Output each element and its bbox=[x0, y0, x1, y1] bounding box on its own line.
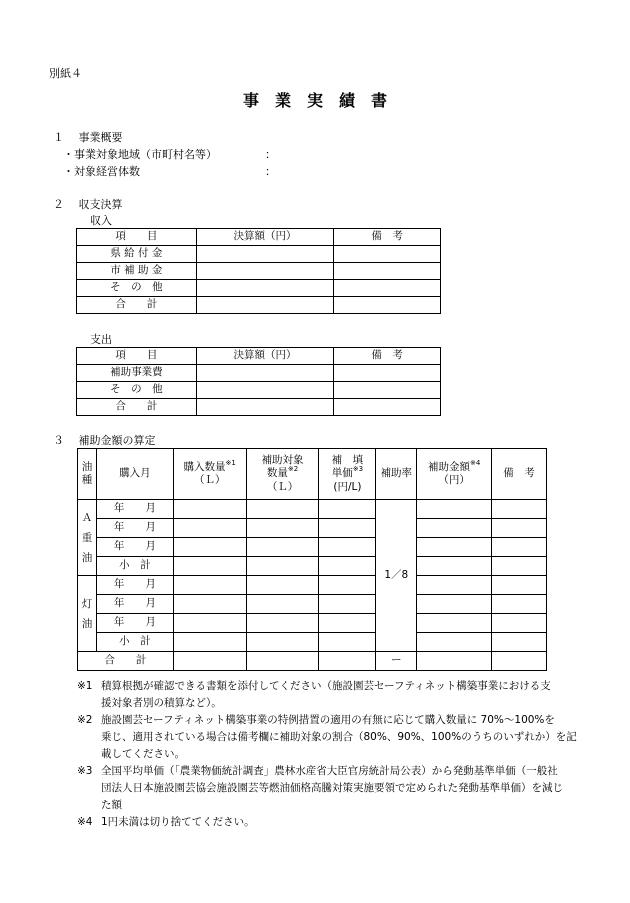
header-amount-unit: （円） bbox=[438, 474, 470, 486]
income-amount-cell[interactable] bbox=[196, 263, 334, 280]
income-note-cell[interactable] bbox=[334, 263, 441, 280]
month-cell: 年 月 bbox=[96, 538, 173, 557]
unit-price-cell[interactable] bbox=[319, 557, 376, 576]
note-cell[interactable] bbox=[492, 557, 547, 576]
note-text: 1円未満は切り捨ててください。 bbox=[101, 816, 255, 828]
expense-label: 支出 bbox=[90, 333, 112, 346]
rate-value: 1／8 bbox=[376, 500, 417, 652]
note-3 bbox=[77, 763, 577, 814]
income-row-label: 市 補 助 金 bbox=[77, 263, 197, 280]
header-qty-unit: （Ｌ） bbox=[193, 474, 226, 486]
income-amount-cell[interactable] bbox=[196, 246, 334, 263]
farm-count-label: ・対象経営体数 bbox=[63, 165, 140, 178]
note-4 bbox=[77, 814, 577, 831]
subtotal-label: 小 計 bbox=[96, 633, 173, 652]
income-table bbox=[76, 228, 441, 314]
amount-cell[interactable] bbox=[417, 557, 492, 576]
expense-row-label: 合 計 bbox=[77, 399, 197, 416]
note-text-cont: た額 bbox=[101, 799, 122, 811]
note-mark: ※4 bbox=[77, 816, 93, 828]
income-amount-cell[interactable] bbox=[196, 280, 334, 297]
header-qty bbox=[173, 449, 246, 500]
month-cell: 年 月 bbox=[96, 500, 173, 519]
target-cell[interactable] bbox=[246, 576, 319, 595]
subsidy-table bbox=[77, 448, 547, 671]
amount-cell[interactable] bbox=[417, 595, 492, 614]
note-cell[interactable] bbox=[492, 652, 547, 671]
income-label: 収入 bbox=[90, 214, 112, 227]
qty-cell[interactable] bbox=[173, 576, 246, 595]
header-amount-label: 補助金額 bbox=[428, 460, 470, 473]
amount-cell[interactable] bbox=[417, 519, 492, 538]
expense-amount-cell[interactable] bbox=[196, 399, 334, 416]
target-cell[interactable] bbox=[246, 538, 319, 557]
income-header-amount: 決算額（円） bbox=[196, 229, 334, 246]
expense-note-cell[interactable] bbox=[334, 365, 441, 382]
income-row-label: 合 計 bbox=[77, 297, 197, 314]
unit-price-cell[interactable] bbox=[319, 500, 376, 519]
rate-total: ー bbox=[376, 652, 417, 671]
amount-cell[interactable] bbox=[417, 576, 492, 595]
header-target-label: 補助対象 数量 bbox=[261, 454, 304, 480]
header-target-note-mark: ※2 bbox=[287, 465, 299, 474]
income-header-note: 備 考 bbox=[334, 229, 441, 246]
farm-count-colon: ： bbox=[265, 165, 276, 178]
region-colon: ： bbox=[265, 148, 276, 161]
amount-cell[interactable] bbox=[417, 500, 492, 519]
month-cell: 年 月 bbox=[96, 595, 173, 614]
header-target bbox=[246, 449, 319, 500]
expense-note-cell[interactable] bbox=[334, 382, 441, 399]
note-cell[interactable] bbox=[492, 538, 547, 557]
expense-note-cell[interactable] bbox=[334, 399, 441, 416]
section3-heading: ３ 補助金額の算定 bbox=[53, 434, 156, 447]
subtotal-label: 小 計 bbox=[96, 557, 173, 576]
qty-cell[interactable] bbox=[173, 519, 246, 538]
expense-amount-cell[interactable] bbox=[196, 382, 334, 399]
target-cell[interactable] bbox=[246, 633, 319, 652]
header-oil-type: 油 種 bbox=[78, 449, 97, 500]
amount-cell[interactable] bbox=[417, 652, 492, 671]
note-2 bbox=[77, 712, 577, 763]
total-label: 合 計 bbox=[78, 652, 174, 671]
amount-cell[interactable] bbox=[417, 614, 492, 633]
header-month: 購入月 bbox=[96, 449, 173, 500]
header-target-unit: （Ｌ） bbox=[266, 480, 299, 493]
target-cell[interactable] bbox=[246, 557, 319, 576]
qty-cell[interactable] bbox=[173, 652, 246, 671]
unit-price-cell[interactable] bbox=[319, 576, 376, 595]
a-oil-label: Ａ 重 油 bbox=[78, 500, 97, 576]
month-cell: 年 月 bbox=[96, 576, 173, 595]
qty-cell[interactable] bbox=[173, 595, 246, 614]
expense-row-label: 補助事業費 bbox=[77, 365, 197, 382]
expense-header-amount: 決算額（円） bbox=[196, 348, 334, 365]
unit-price-cell[interactable] bbox=[319, 614, 376, 633]
target-cell[interactable] bbox=[246, 614, 319, 633]
unit-price-cell[interactable] bbox=[319, 595, 376, 614]
section1-heading: １ 事業概要 bbox=[53, 131, 123, 144]
unit-price-cell[interactable] bbox=[319, 519, 376, 538]
header-qty-note-mark: ※1 bbox=[225, 458, 236, 467]
note-text: 積算根拠が確認できる書類を添付してください（施設園芸セーフティネット構築事業における支 bbox=[101, 680, 551, 692]
section2-heading: ２ 収支決算 bbox=[53, 198, 123, 211]
note-cell[interactable] bbox=[492, 519, 547, 538]
expense-row-label: そ の 他 bbox=[77, 382, 197, 399]
header-amount bbox=[417, 449, 492, 500]
note-mark: ※2 bbox=[77, 714, 93, 726]
month-cell: 年 月 bbox=[96, 519, 173, 538]
target-cell[interactable] bbox=[246, 500, 319, 519]
expense-header-note: 備 考 bbox=[334, 348, 441, 365]
unit-price-cell[interactable] bbox=[319, 538, 376, 557]
header-amount-note-mark: ※4 bbox=[470, 458, 481, 467]
unit-price-cell[interactable] bbox=[319, 652, 376, 671]
note-text: 施設園芸セーフティネット構築事業の特例措置の適用の有無に応じて購入数量に 70%～100%を bbox=[101, 714, 555, 726]
income-amount-cell[interactable] bbox=[196, 297, 334, 314]
target-cell[interactable] bbox=[246, 595, 319, 614]
note-text-cont: 載してください。 bbox=[101, 748, 185, 760]
income-note-cell[interactable] bbox=[334, 280, 441, 297]
note-text-cont: 団法人日本施設園芸協会施設園芸等燃油価格高騰対策実施要領で定められた発動基準単価）を減じ bbox=[101, 782, 563, 794]
note-mark: ※3 bbox=[77, 765, 93, 777]
unit-price-cell[interactable] bbox=[319, 633, 376, 652]
header-qty-label: 購入数量 bbox=[183, 460, 226, 473]
note-cell[interactable] bbox=[492, 576, 547, 595]
amount-cell[interactable] bbox=[417, 538, 492, 557]
amount-cell[interactable] bbox=[417, 633, 492, 652]
note-mark: ※1 bbox=[77, 680, 93, 692]
note-1 bbox=[77, 678, 577, 712]
income-note-cell[interactable] bbox=[334, 297, 441, 314]
qty-cell[interactable] bbox=[173, 614, 246, 633]
income-header-item: 項 目 bbox=[77, 229, 197, 246]
expense-header-item: 項 目 bbox=[77, 348, 197, 365]
income-note-cell[interactable] bbox=[334, 246, 441, 263]
month-cell: 年 月 bbox=[96, 614, 173, 633]
header-rate: 補助率 bbox=[376, 449, 417, 500]
header-note: 備 考 bbox=[492, 449, 547, 500]
header-unit-price-label: 補 填 単価 bbox=[331, 454, 364, 480]
expense-amount-cell[interactable] bbox=[196, 365, 334, 382]
header-unit-price-note-mark: ※3 bbox=[352, 465, 364, 474]
qty-cell[interactable] bbox=[173, 538, 246, 557]
note-cell[interactable] bbox=[492, 614, 547, 633]
qty-cell[interactable] bbox=[173, 557, 246, 576]
note-cell[interactable] bbox=[492, 500, 547, 519]
document-title: 事 業 実 績 書 bbox=[242, 91, 387, 110]
note-text-cont: 乗じ、適用されている場合は備考欄に補助対象の割合（80%、90%、100%のうちのいずれか）を記 bbox=[101, 731, 577, 743]
expense-table bbox=[76, 347, 441, 416]
note-cell[interactable] bbox=[492, 595, 547, 614]
note-text-cont: 援対象者別の積算など）。 bbox=[101, 697, 222, 709]
target-cell[interactable] bbox=[246, 652, 319, 671]
header-unit-price bbox=[319, 449, 376, 500]
note-text: 全国平均単価（「農業物価統計調査」農林水産省大臣官房統計局公表）から発動基準単価（一般社 bbox=[101, 765, 558, 777]
qty-cell[interactable] bbox=[173, 633, 246, 652]
kerosene-label: 灯 油 bbox=[78, 576, 97, 652]
note-cell[interactable] bbox=[492, 633, 547, 652]
qty-cell[interactable] bbox=[173, 500, 246, 519]
attachment-label: 別紙４ bbox=[49, 67, 82, 80]
target-cell[interactable] bbox=[246, 519, 319, 538]
region-label: ・事業対象地域（市町村名等） bbox=[63, 148, 217, 161]
income-row-label: そ の 他 bbox=[77, 280, 197, 297]
header-unit-price-unit: (円/L) bbox=[333, 480, 362, 493]
income-row-label: 県 給 付 金 bbox=[77, 246, 197, 263]
